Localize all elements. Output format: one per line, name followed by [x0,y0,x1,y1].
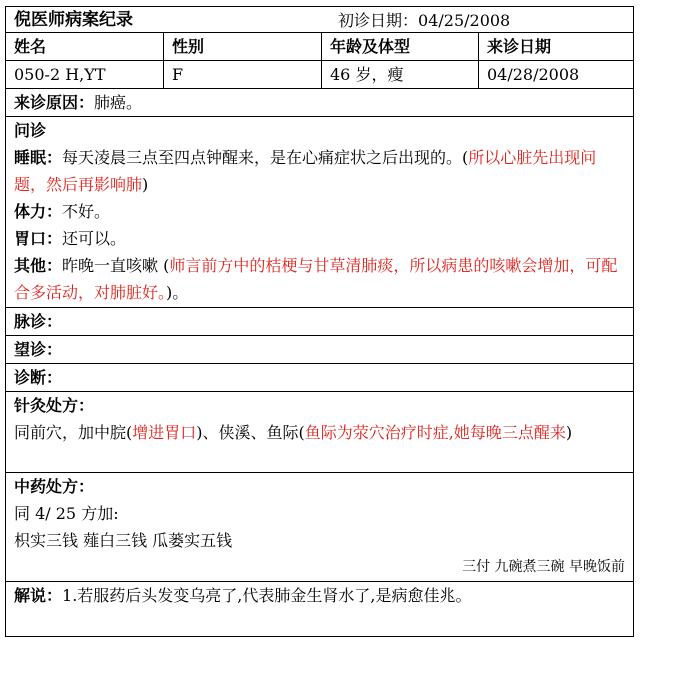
value-visit-date: 04/28/2008 [479,61,634,89]
sleep-line [14,144,625,198]
reason-text: 肺癌。 [94,93,143,112]
header-visit-date: 来诊日期 [479,33,634,61]
herbal-line-2: 枳实三钱 薤白三钱 瓜蒌实五钱 [14,531,233,550]
energy-text: 不好。 [62,202,111,221]
first-visit [338,7,510,34]
acupuncture-note-2: 鱼际为荥穴治疗时症,她每晚三点醒来 [304,423,566,442]
first-visit-label: 初诊日期： [338,11,419,30]
energy-line [14,198,625,225]
acupuncture-text-1: 同前穴，加中脘( [14,423,133,442]
value-name: 050-2 H,YT [6,61,164,89]
appetite-label: 胃口： [14,229,63,248]
value-gender: F [164,61,322,89]
reason-label: 来诊原因： [14,93,95,112]
acupuncture-text-2: )、侠溪、鱼际( [196,423,305,442]
medical-record-table [5,6,634,637]
herbal-dosage: 三付 九碗煮三碗 早晚饭前 [462,559,625,575]
pulse-diagnosis: 脉诊： [6,308,634,336]
appetite-line [14,225,625,252]
other-label: 其他： [14,256,63,275]
other-note: 师言前方中的桔梗与甘草清肺痰，所以病患的咳嗽会增加，可配合多活动，对肺脏好。 [14,256,618,302]
explanation-section [6,582,634,637]
acupuncture-label: 针灸处方： [14,396,95,415]
first-visit-date: 04/25/2008 [418,11,511,30]
explanation-label: 解说： [14,586,63,605]
header-age-build: 年龄及体型 [322,33,479,61]
header-name: 姓名 [6,33,164,61]
sleep-label: 睡眠： [14,148,63,167]
herbal-section [6,473,634,582]
sleep-close: ) [142,175,149,194]
explanation-text: 1.若服药后头发变乌亮了,代表肺金生肾水了,是病愈佳兆。 [62,586,472,605]
observation-diagnosis: 望诊： [6,336,634,364]
herbal-label: 中药处方： [14,477,95,496]
other-text: 昨晚一直咳嗽 ( [62,256,170,275]
record-title: 倪医师病案纪录 [14,10,133,30]
title-row [6,7,634,33]
diagnosis: 诊断： [6,364,634,392]
inquiry-title: 问诊 [14,121,47,140]
sleep-note: 所以心脏先出现问题，然后再影响肺 [14,148,597,194]
sleep-text: 每天凌晨三点至四点钟醒来，是在心痛症状之后出现的。( [62,148,469,167]
acupuncture-text-3: ) [565,423,573,442]
other-line [14,252,625,306]
header-gender: 性别 [164,33,322,61]
reason-row [6,89,634,117]
herbal-line-1: 同 4/ 25 方加: [14,504,119,523]
value-age-build: 46 岁，瘦 [322,61,479,89]
appetite-text: 还可以。 [62,229,127,248]
acupuncture-section [6,392,634,473]
other-close: )。 [166,283,189,302]
medical-record-sheet [5,6,633,637]
acupuncture-note-1: 增进胃口 [132,423,197,442]
energy-label: 体力： [14,202,63,221]
acupuncture-line [14,419,625,446]
inquiry-section [6,117,634,308]
